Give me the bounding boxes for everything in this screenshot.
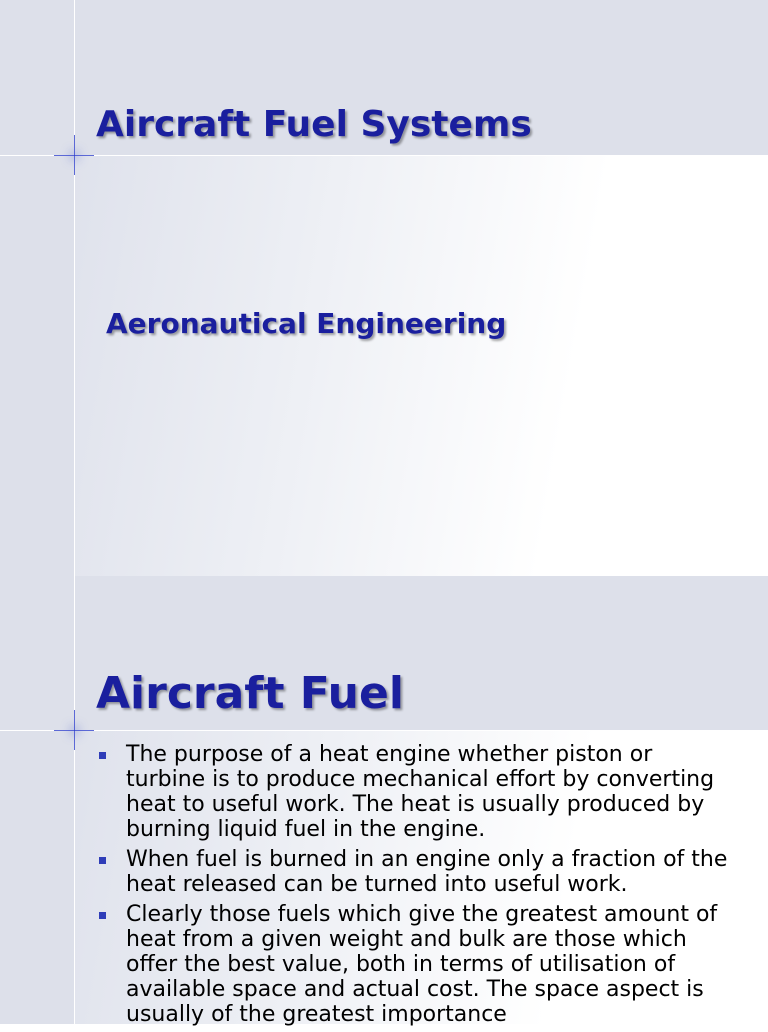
slide-heading: Aircraft Fuel bbox=[96, 668, 404, 719]
square-bullet-icon bbox=[99, 857, 106, 864]
divider-line-vertical bbox=[74, 576, 75, 1024]
list-item bbox=[96, 902, 736, 1027]
slide-subtitle: Aeronautical Engineering bbox=[106, 307, 507, 340]
sparkle-icon bbox=[74, 730, 75, 731]
divider-line bbox=[0, 155, 768, 156]
bullet-text: The purpose of a heat engine whether piston or turbine is to produce mechanical effort by converting heat to useful work. The heat is usually produced by burning liquid fuel in the engine. bbox=[126, 742, 715, 842]
square-bullet-icon bbox=[99, 752, 106, 759]
content-background bbox=[74, 155, 768, 576]
bullet-list bbox=[96, 742, 736, 1032]
divider-line bbox=[0, 730, 768, 731]
sparkle-icon bbox=[74, 155, 75, 156]
left-sidebar bbox=[0, 155, 74, 576]
list-item bbox=[96, 847, 736, 897]
bullet-text: Clearly those fuels which give the greatest amount of heat from a given weight and bulk are those which offer the best value, both in terms of utilisation of available space and actual cost. The space aspect is usually of the greatest importance bbox=[126, 902, 718, 1027]
list-item bbox=[96, 742, 736, 842]
divider-line-vertical bbox=[74, 0, 75, 576]
slide-title-heading: Aircraft Fuel Systems bbox=[96, 104, 532, 145]
bullet-text: When fuel is burned in an engine only a fraction of the heat released can be turned into useful work. bbox=[126, 847, 728, 897]
left-sidebar bbox=[0, 730, 74, 1024]
square-bullet-icon bbox=[99, 912, 106, 919]
